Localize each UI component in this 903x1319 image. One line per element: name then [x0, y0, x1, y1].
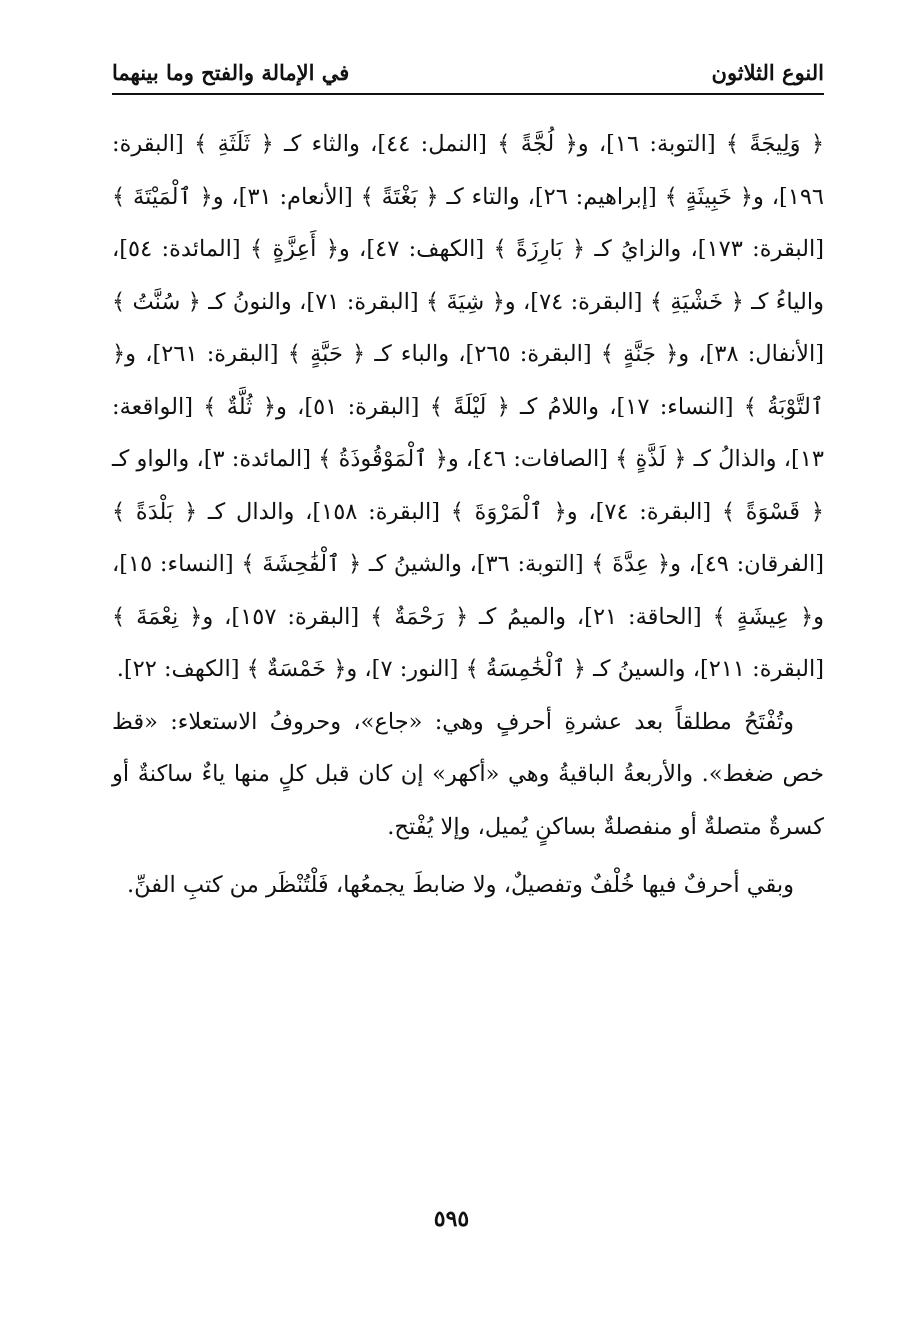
remaining-letters-paragraph: وبقي أحرفٌ فيها خُلْفٌ وتفصيلٌ، ولا ضابطَ يجمعُها، فَلْتُنْظَر من كتبِ الفنِّ.: [127, 872, 794, 898]
fath-rule-paragraph: وتُفْتَحُ مطلقاً بعد عشرةِ أحرفٍ وهي: «جاع»، وحروفُ الاستعلاء: «قظ خص ضغط». والأربعةُ الباقيةُ وهي «أكهر» إن كان قبل كلٍ منها ياءٌ ساكنةٌ أو كسرةٌ متصلةٌ أو منفصلةٌ بساكنٍ يُميل، وإلا يُفْتح.: [112, 708, 824, 840]
examples-paragraph: ﴿ وَلِيجَةً ﴾ [التوبة: ١٦]، و﴿ لُجَّةً ﴾ [النمل: ٤٤]، والثاء كـ ﴿ ثَلَثَةِ ﴾ [البقرة: ١٩٦]، و﴿ خَبِيثَةٍ ﴾ [إبراهيم: ٢٦]، والتاء كـ ﴿ بَغْتَةً ﴾ [الأنعام: ٣١]، و﴿ ٱلْمَيْتَةَ ﴾ [البقرة: ١٧٣]، والزايُ كـ ﴿ بَارِزَةً ﴾ [الكهف: ٤٧]، و﴿ أَعِزَّةٍ ﴾ [المائدة: ٥٤]، والياءُ كـ ﴿ خَشْيَةِ ﴾ [البقرة: ٧٤]، و﴿ شِيَةَ ﴾ [البقرة: ٧١]، والنونُ كـ ﴿ سُنَّتُ ﴾ [الأنفال: ٣٨]، و﴿ جَنَّةٍ ﴾ [البقرة: ٢٦٥]، والباء كـ ﴿ حَبَّةٍ ﴾ [البقرة: ٢٦١]، و﴿ ٱلتَّوْبَةُ ﴾ [النساء: ١٧]، واللامُ كـ ﴿ لَيْلَةً ﴾ [البقرة: ٥١]، و﴿ ثُلَّةٌ ﴾ [الواقعة: ١٣]، والذالُ كـ ﴿ لَذَّةٍ ﴾ [الصافات: ٤٦]، و﴿ ٱلْمَوْقُوذَةُ ﴾ [المائدة: ٣]، والواو كـ ﴿ قَسْوَةً ﴾ [البقرة: ٧٤]، و﴿ ٱلْمَرْوَةَ ﴾ [البقرة: ١٥٨]، والدال كـ ﴿ بَلْدَةً ﴾ [الفرقان: ٤٩]، و﴿ عِدَّةَ ﴾ [التوبة: ٣٦]، والشينُ كـ ﴿ ٱلْفَٰحِشَةَ ﴾ [النساء: ١٥]، و﴿ عِيشَةٍ ﴾ [الحاقة: ٢١]، والميمُ كـ ﴿ رَحْمَةٌ ﴾ [البقرة: ١٥٧]، و﴿ نِعْمَةَ ﴾ [البقرة: ٢١١]، والسينُ كـ ﴿ ٱلْخَٰمِسَةُ ﴾ [النور: ٧]، و﴿ خَمْسَةٌ ﴾ [الكهف: ٢٢].: [112, 131, 825, 682]
chapter-title: النوع الثلاثون: [711, 59, 824, 85]
body-text: [112, 118, 824, 912]
section-title: في الإمالة والفتح وما بينهما: [112, 59, 350, 85]
header-divider: [112, 93, 824, 95]
page-number: ٥٩٥: [433, 1206, 470, 1232]
running-header: [112, 52, 824, 92]
